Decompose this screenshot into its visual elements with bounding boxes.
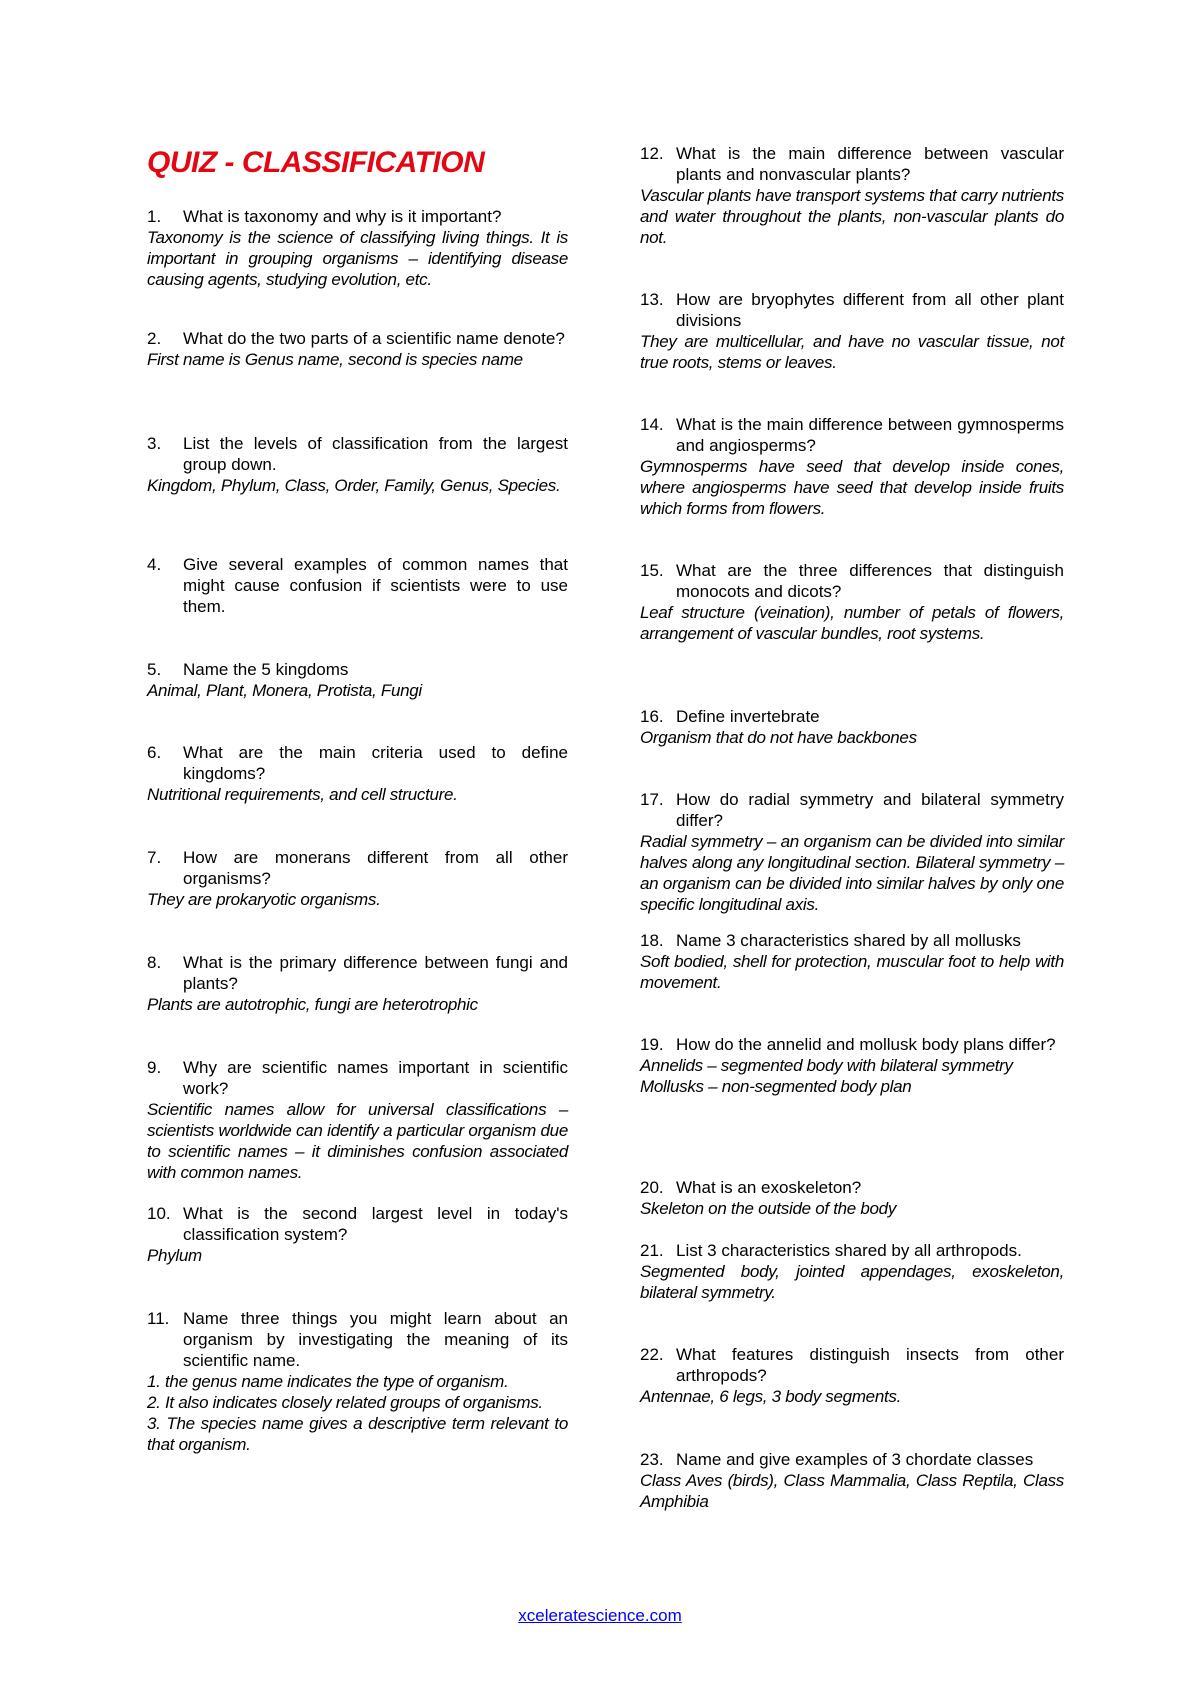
question-line bbox=[147, 742, 568, 784]
question-item bbox=[640, 1449, 1064, 1512]
question-line bbox=[147, 328, 568, 349]
question-item bbox=[640, 414, 1064, 519]
answer-text: Mollusks – non-segmented body plan bbox=[640, 1077, 912, 1096]
question-item bbox=[640, 1240, 1064, 1303]
question-number: 19. bbox=[640, 1035, 664, 1054]
question-number: 13. bbox=[640, 290, 664, 309]
question-item bbox=[640, 706, 1064, 748]
question-text: What features distinguish insects from other arthropods? bbox=[676, 1345, 1064, 1385]
question-line bbox=[640, 1034, 1064, 1055]
question-text: What is the main difference between vascular plants and nonvascular plants? bbox=[676, 144, 1064, 184]
question-item bbox=[640, 930, 1064, 993]
question-text: Name three things you might learn about an organism by investigating the meaning of its scientific name. bbox=[183, 1309, 568, 1370]
question-item bbox=[640, 143, 1064, 248]
question-number: 6. bbox=[147, 743, 162, 762]
question-text: What are the main criteria used to define kingdoms? bbox=[183, 743, 568, 783]
question-number: 15. bbox=[640, 561, 664, 580]
question-item bbox=[640, 1177, 1064, 1219]
answer-text: Animal, Plant, Monera, Protista, Fungi bbox=[147, 681, 422, 700]
question-text: What is an exoskeleton? bbox=[676, 1178, 862, 1197]
question-item bbox=[147, 1057, 568, 1183]
question-number: 7. bbox=[147, 848, 162, 867]
question-item bbox=[147, 659, 568, 701]
question-text: Name the 5 kingdoms bbox=[183, 660, 349, 679]
question-number: 9. bbox=[147, 1058, 162, 1077]
question-item bbox=[640, 789, 1064, 915]
question-item bbox=[640, 1344, 1064, 1407]
question-item bbox=[147, 206, 568, 290]
answer-text: Skeleton on the outside of the body bbox=[640, 1199, 897, 1218]
page-title: QUIZ - CLASSIFICATION bbox=[147, 146, 485, 179]
answer-text: Kingdom, Phylum, Class, Order, Family, Genus, Species. bbox=[147, 476, 561, 495]
answer-text: Nutritional requirements, and cell structure. bbox=[147, 785, 458, 804]
question-item bbox=[147, 433, 568, 496]
question-text: Why are scientific names important in scientific work? bbox=[183, 1058, 568, 1098]
question-item bbox=[147, 1308, 568, 1455]
question-item bbox=[147, 328, 568, 370]
question-line bbox=[147, 433, 568, 475]
answer-text: Plants are autotrophic, fungi are heterotrophic bbox=[147, 995, 478, 1014]
question-text: What is taxonomy and why is it important? bbox=[183, 207, 502, 226]
question-line bbox=[147, 659, 568, 680]
question-text: Name 3 characteristics shared by all mollusks bbox=[676, 931, 1021, 950]
question-item bbox=[147, 1203, 568, 1266]
answer-text: Taxonomy is the science of classifying living things. It is important in grouping organisms – identifying disease causing agents, studying evolution, etc. bbox=[147, 228, 568, 289]
question-line bbox=[640, 143, 1064, 185]
question-line bbox=[147, 847, 568, 889]
question-number: 5. bbox=[147, 660, 162, 679]
answer-text: Segmented body, jointed appendages, exoskeleton, bilateral symmetry. bbox=[640, 1262, 1064, 1302]
question-line bbox=[640, 930, 1064, 951]
answer-text: Radial symmetry – an organism can be divided into similar halves along any longitudinal section. Bilateral symmetry – an organism can be divided into similar halves by only one specific longitudinal axis. bbox=[640, 832, 1064, 914]
question-number: 18. bbox=[640, 931, 664, 950]
question-number: 2. bbox=[147, 329, 162, 348]
question-number: 1. bbox=[147, 207, 162, 226]
question-item bbox=[147, 554, 568, 617]
question-line bbox=[640, 289, 1064, 331]
answer-text: Annelids – segmented body with bilateral symmetry bbox=[640, 1056, 1013, 1075]
question-line bbox=[147, 1308, 568, 1371]
question-text: What is the primary difference between fungi and plants? bbox=[183, 953, 568, 993]
question-line bbox=[640, 1240, 1064, 1261]
question-line bbox=[147, 1203, 568, 1245]
answer-text: Organism that do not have backbones bbox=[640, 728, 917, 747]
answer-text: Phylum bbox=[147, 1246, 202, 1265]
question-text: What are the three differences that distinguish monocots and dicots? bbox=[676, 561, 1064, 601]
question-number: 17. bbox=[640, 790, 664, 809]
question-item bbox=[640, 560, 1064, 644]
question-line bbox=[147, 952, 568, 994]
answer-text: They are multicellular, and have no vascular tissue, not true roots, stems or leaves. bbox=[640, 332, 1064, 372]
answer-text: Scientific names allow for universal classifications – scientists worldwide can identify a particular organism due to scientific names – it diminishes confusion associated with common names. bbox=[147, 1100, 568, 1182]
question-line bbox=[147, 554, 568, 617]
question-line bbox=[640, 560, 1064, 602]
answer-text: They are prokaryotic organisms. bbox=[147, 890, 381, 909]
question-text: What is the main difference between gymnosperms and angiosperms? bbox=[676, 415, 1064, 455]
question-text: Give several examples of common names that might cause confusion if scientists were to use them. bbox=[183, 555, 568, 616]
question-text: List the levels of classification from the largest group down. bbox=[183, 434, 568, 474]
question-text: How are monerans different from all other organisms? bbox=[183, 848, 568, 888]
answer-text: 2. It also indicates closely related groups of organisms. bbox=[147, 1393, 543, 1412]
question-number: 16. bbox=[640, 707, 664, 726]
question-number: 12. bbox=[640, 144, 664, 163]
question-line bbox=[640, 1344, 1064, 1386]
question-text: Define invertebrate bbox=[676, 707, 820, 726]
question-item bbox=[147, 847, 568, 910]
question-number: 8. bbox=[147, 953, 162, 972]
question-text: How do radial symmetry and bilateral symmetry differ? bbox=[676, 790, 1064, 830]
question-item bbox=[640, 289, 1064, 373]
question-text: How do the annelid and mollusk body plans differ? bbox=[676, 1035, 1056, 1054]
answer-text: Class Aves (birds), Class Mammalia, Class Reptila, Class Amphibia bbox=[640, 1471, 1064, 1511]
question-line bbox=[640, 414, 1064, 456]
question-line bbox=[640, 789, 1064, 831]
question-item bbox=[147, 742, 568, 805]
question-item bbox=[640, 1034, 1064, 1097]
question-text: Name and give examples of 3 chordate classes bbox=[676, 1450, 1034, 1469]
footer-link[interactable]: xceleratescience.com bbox=[518, 1606, 682, 1625]
question-line bbox=[640, 706, 1064, 727]
question-line bbox=[640, 1177, 1064, 1198]
answer-text: 1. the genus name indicates the type of organism. bbox=[147, 1372, 509, 1391]
question-number: 11. bbox=[147, 1309, 170, 1328]
question-text: How are bryophytes different from all other plant divisions bbox=[676, 290, 1064, 330]
question-number: 10. bbox=[147, 1204, 171, 1223]
answer-text: First name is Genus name, second is species name bbox=[147, 350, 523, 369]
question-line bbox=[147, 1057, 568, 1099]
answer-text: Antennae, 6 legs, 3 body segments. bbox=[640, 1387, 902, 1406]
question-text: What is the second largest level in today's classification system? bbox=[183, 1204, 568, 1244]
answer-text: 3. The species name gives a descriptive term relevant to that organism. bbox=[147, 1414, 568, 1454]
question-text: List 3 characteristics shared by all arthropods. bbox=[676, 1241, 1022, 1260]
question-line bbox=[147, 206, 568, 227]
question-number: 23. bbox=[640, 1450, 664, 1469]
question-item bbox=[147, 952, 568, 1015]
question-number: 20. bbox=[640, 1178, 664, 1197]
answer-text: Vascular plants have transport systems that carry nutrients and water throughout the plants, non-vascular plants do not. bbox=[640, 186, 1064, 247]
question-text: What do the two parts of a scientific name denote? bbox=[183, 329, 565, 348]
answer-text: Soft bodied, shell for protection, muscular foot to help with movement. bbox=[640, 952, 1064, 992]
question-number: 4. bbox=[147, 555, 162, 574]
answer-text: Gymnosperms have seed that develop inside cones, where angiosperms have seed that develop inside fruits which forms from flowers. bbox=[640, 457, 1064, 518]
question-number: 3. bbox=[147, 434, 162, 453]
question-line bbox=[640, 1449, 1064, 1470]
answer-text: Leaf structure (veination), number of petals of flowers, arrangement of vascular bundles, root systems. bbox=[640, 603, 1064, 643]
question-number: 14. bbox=[640, 415, 664, 434]
question-number: 21. bbox=[640, 1241, 664, 1260]
question-number: 22. bbox=[640, 1345, 664, 1364]
